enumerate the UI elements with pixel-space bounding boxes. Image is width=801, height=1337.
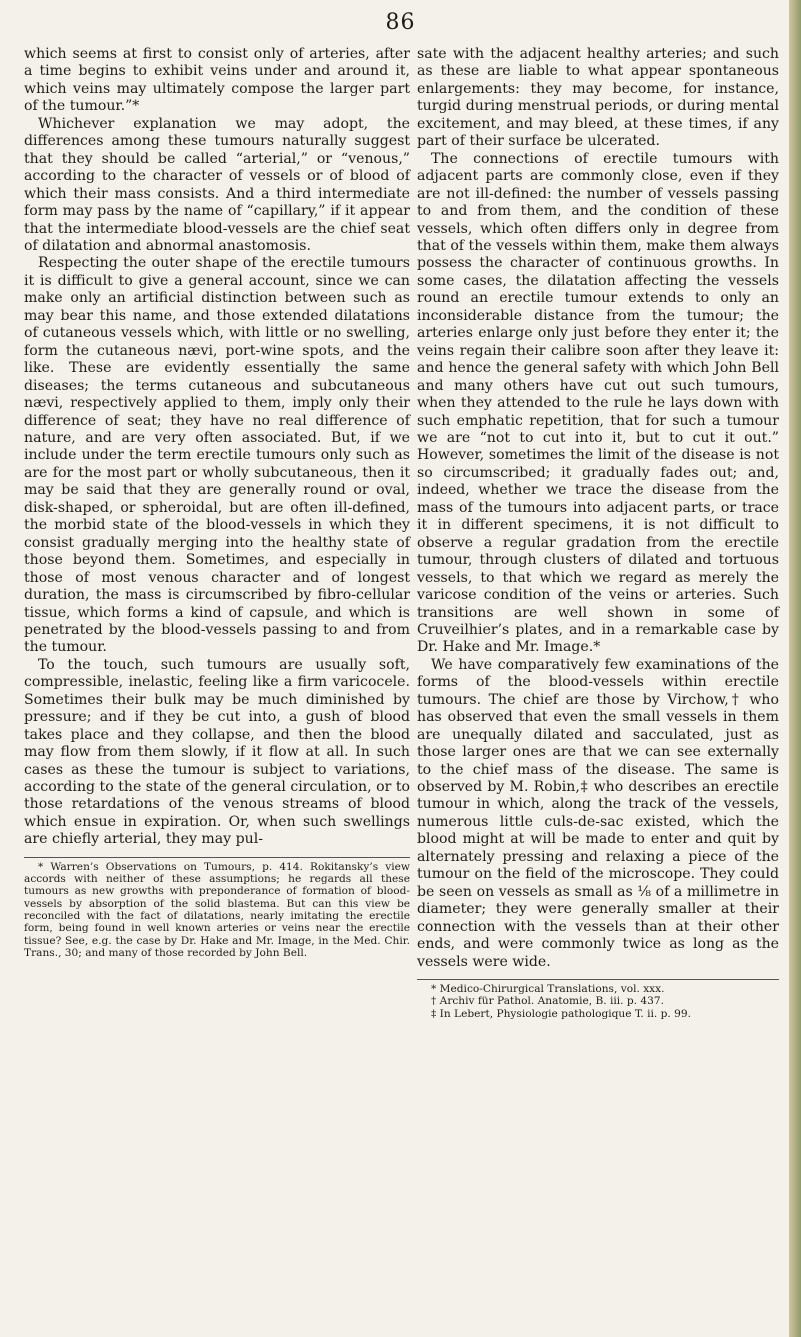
footnote: * Medico-Chirurgical Translations, vol. xxx.	[431, 983, 665, 996]
footnote: * Warren’s Observations on Tumours, p. 414. Rokitansky’s view accords with neither of these assumptions; he regards all these tumours as new growths with preponderance of formation of blood-vessels by absorption of the solid blastema. But can this view be reconciled with the fact of dilatations, nearly imitating the erectile form, being found in well known arteries or veins near the erectile tissue? See, e.g. the case by Dr. Hake and Mr. Image, in the Med. Chir. Trans., 30; and many of those recorded by John Bell.	[24, 860, 410, 959]
paragraph: The connections of erectile tumours with adjacent parts are commonly close, even if they are not ill-defined: the number of vessels passing to and from them, and the condition of these vessels, which often differs only in degree from that of the vessels within them, make them always possess the character of continuous growths. In some cases, the dilatation affecting the vessels round an erectile tumour extends to only an inconsiderable distance from the tumour; the arteries enlarge only just before they enter it; the veins regain their calibre soon after they leave it: and hence the general safety with which John Bell and many others have cut out such tumours, when they attended to the rule he lays down with such emphatic repetition, that for such a tumour we are “not to cut into it, but to cut it out.” However, sometimes the limit of the disease is not so circumscribed; it gradually fades out; and, indeed, whether we trace the disease from the mass of the tumours into adjacent parts, or trace it in different specimens, it is not difficult to observe a regular gradation from the erectile tumour, through clusters of dilated and tortuous vessels, to that which we regard as merely the varicose condition of the veins or arteries. Such transitions are well shown in some of Cruveilhier’s plates, and in a remarkable case by Dr. Hake and Mr. Image.*	[417, 150, 779, 656]
page-edge-decoration	[789, 0, 801, 1337]
paragraph: We have comparatively few examinations of the forms of the blood-vessels within erectile tumours. The chief are those by Virchow,† who has observed that even the small vessels in them are unequally dilated and sacculated, just as those larger ones are that we can see externally to the chief mass of the disease. The same is observed by M. Robin,‡ who describes an erectile tumour in which, along the track of the vessels, numerous little culs-de-sac existed, which the blood might at will be made to enter and quit by alternately pressing and relaxing a piece of the tumour on the field of the microscope. They could be seen on vessels as small as ⅛ of a millimetre in diameter; they were generally smaller at their connection with the vessels than at their other ends, and were commonly twice as long as the vessels were wide.	[417, 656, 779, 970]
footnote: ‡ In Lebert, Physiologie pathologique T. ii. p. 99.	[431, 1007, 692, 1020]
left-column	[24, 46, 410, 959]
right-footnotes	[417, 979, 779, 1020]
paragraph: which seems at first to consist only of arteries, after a time begins to exhibit veins under and around it, which veins may ultimately compose the larger part of the tumour.”*	[24, 46, 410, 115]
left-footnotes	[24, 857, 410, 959]
footnote: † Archiv für Pathol. Anatomie, B. iii. p. 437.	[431, 995, 664, 1008]
page-number: 86	[385, 10, 416, 35]
right-column	[417, 46, 779, 1020]
paragraph: To the touch, such tumours are usually soft, compressible, inelastic, feeling like a firm varicocele. Sometimes their bulk may be much diminished by pressure; and if they be cut into, a gush of blood takes place and they collapse, and then the blood may flow from them slowly, if it flow at all. In such cases as these the tumour is subject to variations, according to the state of the general circulation, or to those retardations of the venous streams of blood which ensue in expiration. Or, when such swellings are chiefly arterial, they may pul-	[24, 656, 410, 848]
paragraph: Whichever explanation we may adopt, the differences among these tumours naturally suggest that they should be called “arterial,” or “venous,” according to the character of vessels or of blood of which their mass consists. And a third intermediate form may pass by the name of “capillary,” if it appear that the intermediate blood-vessels are the chief seat of dilatation and abnormal anastomosis.	[24, 115, 410, 254]
paragraph: Respecting the outer shape of the erectile tumours it is difficult to give a general account, since we can make only an artificial distinction between such as may bear this name, and those extended dilatations of cutaneous vessels which, with little or no swelling, form the cutaneous nævi, port-wine spots, and the like. These are evidently essentially the same diseases; the terms cutaneous and subcutaneous nævi, respectively applied to them, imply only their difference of seat; they have no real difference of nature, and are very often associated. But, if we include under the term erectile tumours only such as are for the most part or wholly subcutaneous, then it may be said that they are generally round or oval, disk-shaped, or spheroidal, but are often ill-defined, the morbid state of the blood-vessels in which they consist gradually merging into the healthy state of those beyond them. Sometimes, and especially in those of most venous character and of longest duration, the mass is circumscribed by fibro-cellular tissue, which forms a kind of capsule, and which is penetrated by the blood-vessels passing to and from the tumour.	[24, 255, 410, 656]
paragraph: sate with the adjacent healthy arteries; and such as these are liable to what appear spontaneous enlargements: they may become, for instance, turgid during menstrual periods, or during mental excitement, and may bleed, at these times, if any part of their surface be ulcerated.	[417, 46, 779, 150]
